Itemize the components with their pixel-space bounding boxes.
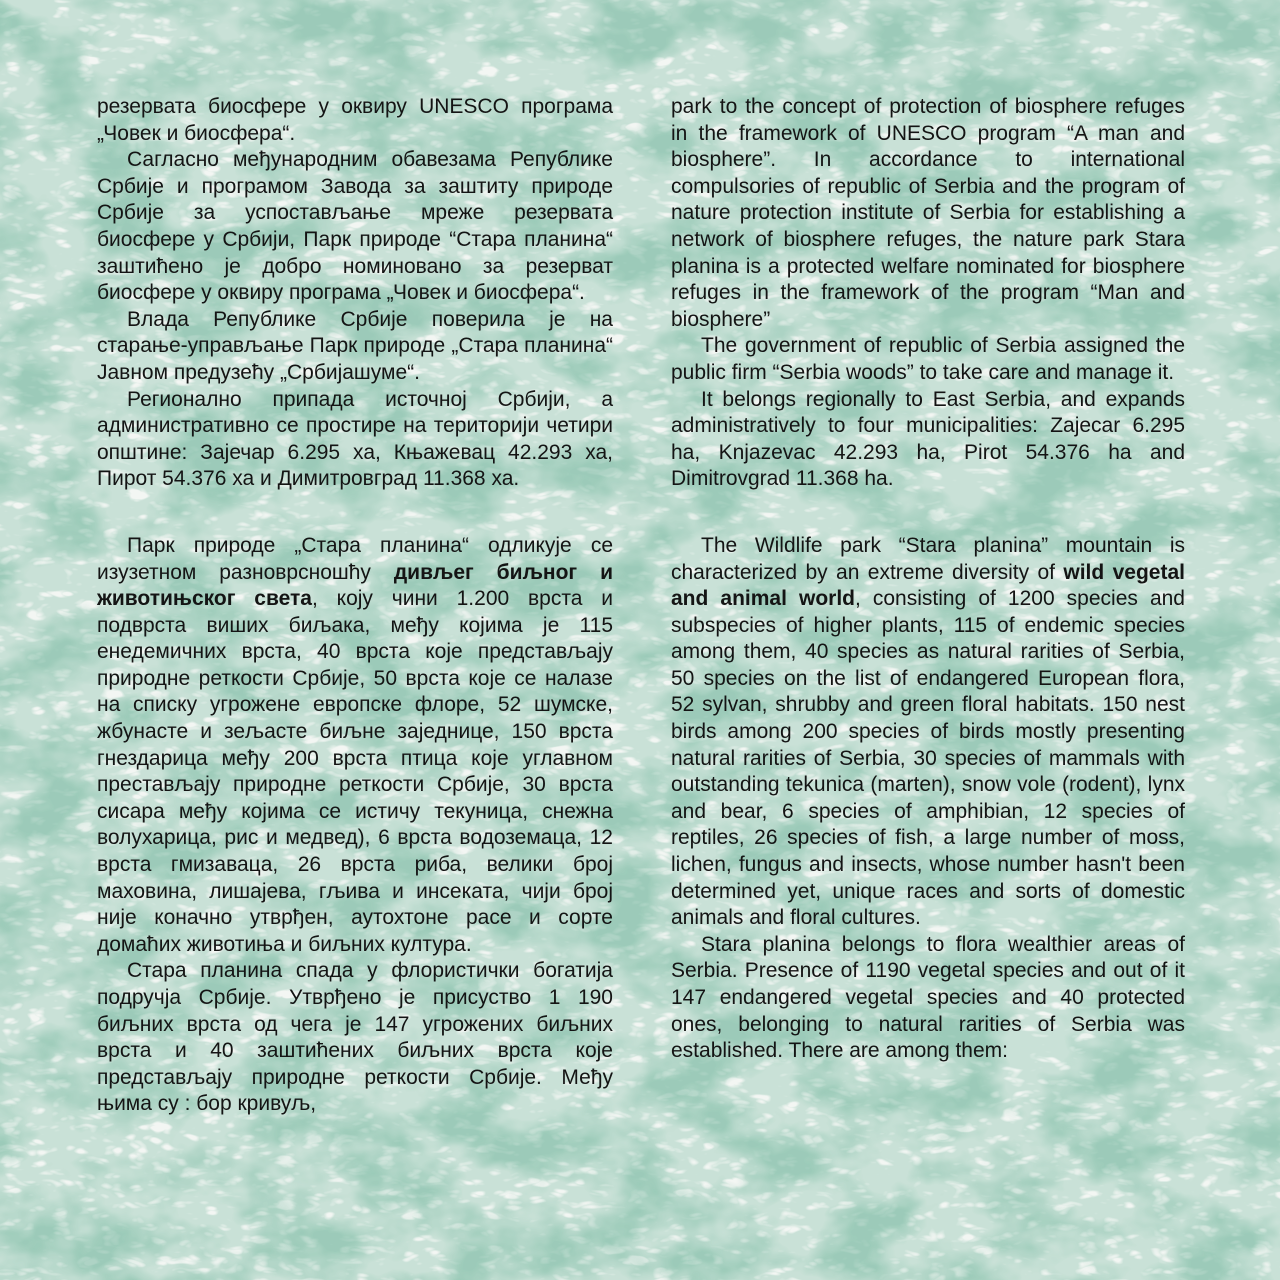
bold-phrase: wild vegetal and animal world bbox=[671, 560, 1185, 611]
paragraph: park to the concept of protection of biosphere refuges in the framework of UNESCO program “A man and biosphere”. In accordance to international compulsories of republic of Serbia and the program of nature protection institute of Serbia for establishing a network of biosphere refuges, the nature park Stara planina is a protected welfare nominated for biosphere refuges in the framework of the program “Man and biosphere” bbox=[671, 95, 1185, 331]
paragraph bbox=[97, 533, 613, 959]
paragraph: Регионално припада источној Србији, а административно се простире на територији четири општине: Зајечар 6.295 ха, Књажевац 42.293 ха, Пирот 54.376 ха и Димитровград 11.368 ха. bbox=[97, 387, 613, 491]
paragraph: резервата биосфере у оквиру UNESCO програма „Човек и биосфера“. bbox=[97, 95, 613, 145]
paragraph: Stara planina belongs to flora wealthier areas of Serbia. Presence of 1190 vegetal species and out of it 147 endangered vegetal species and 40 protected ones, belonging to natural rarities of Serbia was established. There are among them: bbox=[671, 932, 1185, 1063]
english-text-column bbox=[671, 94, 1185, 1065]
paragraph: The government of republic of Serbia assigned the public firm “Serbia woods” to take care and manage it. bbox=[671, 334, 1185, 384]
paragraph bbox=[671, 533, 1185, 932]
serbian-text-column bbox=[97, 94, 613, 1118]
text-run: , consisting of 1200 species and subspecies of higher plants, 115 of endemic species among them, 40 species as natural rarities of Serbia, 50 species on the list of endangered European flora, 52 sylvan, shrubby and green floral habitats. 150 nest birds among 200 species of birds mostly presenting natural rarities of Serbia, 30 species of mammals with outstanding tekunica (marten), snow vole (rodent), lynx and bear, 6 species of amphibian, 12 species of reptiles, 26 species of fish, a large number of moss, lichen, fungus and insects, whose number hasn't been determined yet, unique races and sorts of domestic animals and floral cultures. bbox=[671, 587, 1185, 930]
paragraph: Сагласно међународним обавезама Републике Србије и програмом Завода за заштиту природе Србије за успостављање мреже резервата биосфере у Србији, Парк природе “Стара планина“ заштићено је добро номиновано за резерват биосфере у оквиру програма „Човек и биосфера“. bbox=[97, 148, 613, 305]
text-run: Парк природе „Стара планина“ одликује се изузетном разноврсношћу bbox=[97, 533, 613, 584]
bold-phrase: дивљег биљног и животињског света bbox=[97, 560, 613, 611]
paragraph: It belongs regionally to East Serbia, and expands administratively to four municipalities: Zajecar 6.295 ha, Knjazevac 42.293 ha, Pirot 54.376 ha and Dimitrovgrad 11.368 ha. bbox=[671, 387, 1185, 491]
paragraph: Влада Републике Србије поверила је на старање-управљање Парк природе „Стара планина“ Јавном предузећу „Србијашуме“. bbox=[97, 307, 613, 384]
text-run: The Wildlife park “Stara planina” mountain is characterized by an extreme diversity of bbox=[671, 533, 1185, 584]
paragraph: Стара планина спада у флористички богатија подручја Србије. Утврђено је присуство 1 190 биљних врста од чега је 147 угрожених биљних врста и 40 заштићених биљних врста које представљају природне реткости Србије. Међу њима су : бор кривуљ, bbox=[97, 959, 613, 1116]
text-run: , коју чини 1.200 врста и подврста виших биљака, међу којима је 115 енедемичних врста, 40 врста које представљају природне реткости Србије, 50 врста које се налазе на списку угрожене европске флоре, 52 шумске, жбунасте и зељасте биљне заједнице, 150 врста гнездарица међу 200 врста птица које углавном престављају природне реткости Србије, 30 врста сисара међу којима се истичу текуница, снежна волухарица, рис и медвед), 6 врста водоземаца, 12 врста гмизаваца, 26 врста риба, велики број маховина, лишајева, гљива и инсеката, чији број није коначно утврђен, аутохтоне расе и сорте домаћих животиња и биљних култура. bbox=[97, 587, 614, 956]
